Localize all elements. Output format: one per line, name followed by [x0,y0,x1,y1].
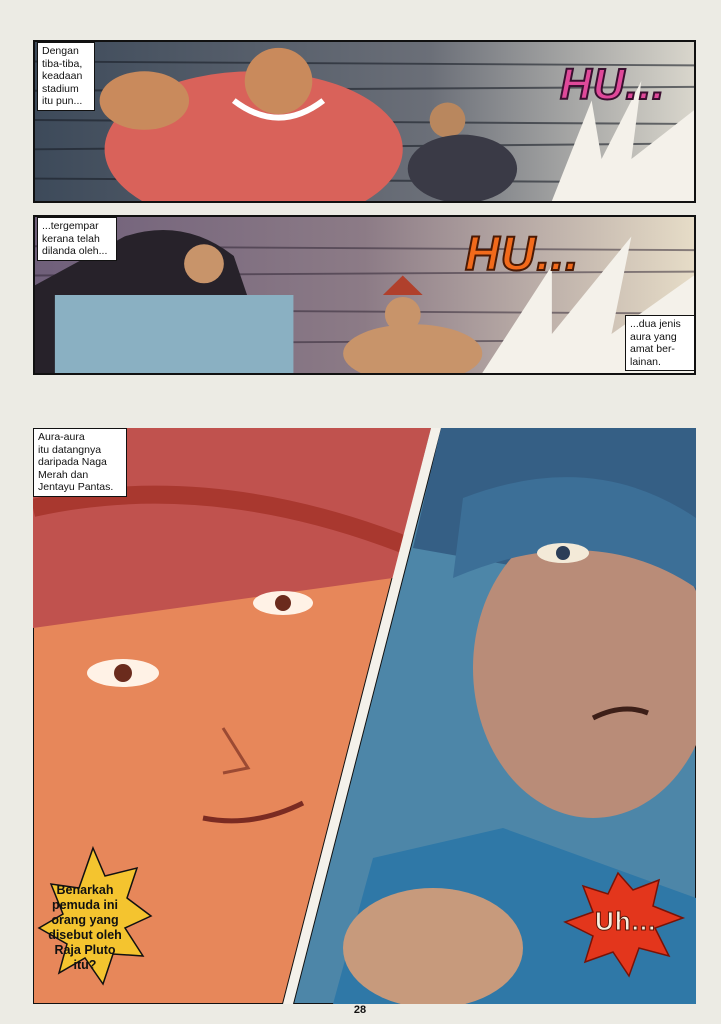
panel-1-caption: Dengan tiba-tiba, keadaan stadium itu pun... [37,42,95,111]
panel-2-artwork [35,217,694,373]
panel-3 [33,428,696,1004]
panel-3-caption: Aura-aura itu datangnya daripada Naga Merah dan Jentayu Pantas. [33,428,127,497]
panel-3-burst-text: Benarkah pemuda ini orang yang disebut oleh Raja Pluto itu? [48,883,122,972]
panel-1 [33,40,696,203]
panel-2-caption-right: ...dua jenis aura yang amat ber- lainan. [625,315,695,371]
page-number: 28 [353,1004,367,1016]
panel-1-sfx: HU... [560,60,666,109]
panel-2 [33,215,696,375]
panel-2-sfx: HU... [465,228,580,281]
panel-2-caption-left: ...tergempar kerana telah dilanda oleh... [37,217,117,261]
panel-3-sfx: Uh... [595,906,657,936]
